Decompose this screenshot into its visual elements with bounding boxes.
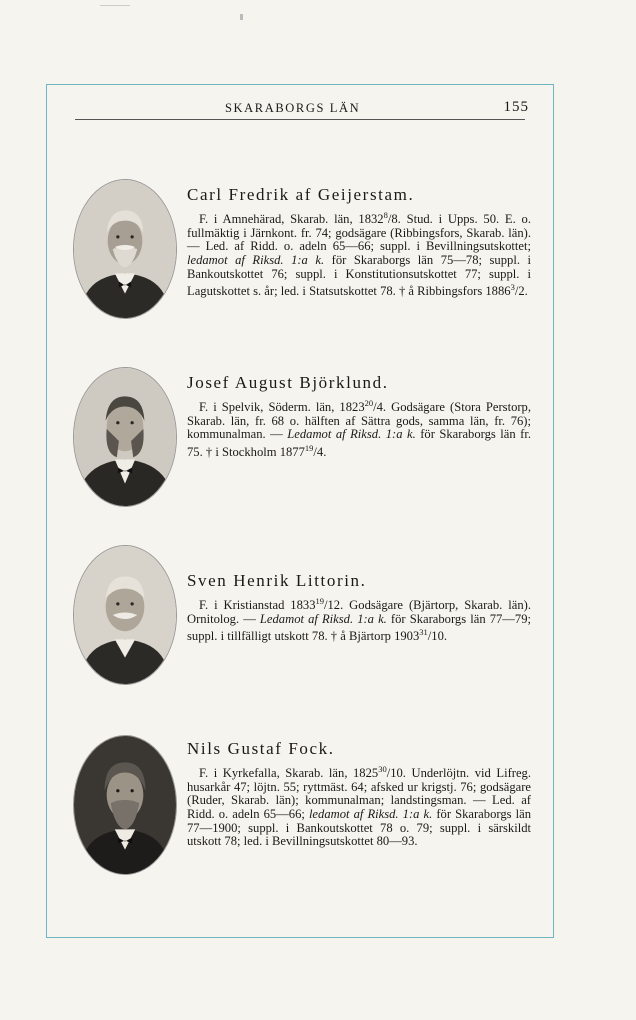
date-superscript: 20 [364, 398, 374, 408]
italic-text: ledamot af Riksd. 1:a k. [187, 252, 325, 267]
portrait-photo [73, 179, 177, 319]
entry-text [187, 373, 531, 460]
running-head [47, 99, 553, 119]
text-run: /10. [427, 629, 448, 644]
paper-mark [100, 5, 130, 6]
italic-text: Ledamot af Riksd. 1:a k. [287, 427, 416, 442]
person-name: Josef August Björklund. [187, 373, 389, 392]
date-superscript: 3 [510, 282, 515, 293]
paper-mark [240, 14, 243, 20]
italic-text: ledamot af Riksd. 1:a k. [308, 806, 433, 821]
entry-text [187, 571, 531, 644]
date-superscript: 8 [383, 210, 388, 220]
entry-text [187, 185, 531, 299]
date-superscript: 30 [378, 764, 387, 774]
text-run: F. i Spelvik, Söderm. län, 1823 [199, 400, 365, 415]
header-rule [75, 119, 525, 120]
biography-text [187, 763, 531, 849]
date-superscript: 19 [304, 442, 314, 453]
date-superscript: 19 [315, 596, 324, 606]
text-run: /12. Godsägare (Bjärtorp, Skarab. län). Ornitolog. — [187, 598, 531, 626]
person-name: Nils Gustaf Fock. [187, 739, 335, 758]
text-run: för Skaraborgs län 77—1900; suppl. i Bankoutskottet 78 o. 79; suppl. i särskildt utskott 78; led. i Bevillningsutskottet 80—93. [187, 806, 531, 849]
page-number: 155 [503, 99, 529, 115]
text-run: F. i Kyrkefalla, Skarab. län, 1825 [199, 766, 379, 781]
text-run: F. i Kristianstad 1833 [199, 598, 316, 613]
text-run: /8. Stud. i Upps. 50. E. o. fullmäktig i Järnkont. fr. 74; godsägare (Ribbingsfors, Skarab. län). — Led. af Ridd. o. adeln 65—66; suppl. i Bevillningsutskottet; [187, 212, 531, 254]
portrait-photo [73, 735, 177, 875]
portrait-photo [73, 545, 177, 685]
date-superscript: 31 [419, 627, 428, 638]
text-run: F. i Amnehärad, Skarab. län, 1832 [199, 212, 384, 227]
portrait-photo [73, 367, 177, 507]
person-name: Sven Henrik Littorin. [187, 571, 367, 590]
person-name: Carl Fredrik af Geijerstam. [187, 185, 415, 204]
text-run: för Skaraborgs län fr. 75. † i Stockholm 1877 [187, 427, 532, 460]
italic-text: Ledamot af Riksd. 1:a k. [259, 611, 387, 626]
text-run: /2. [514, 284, 528, 299]
text-run: /10. Underlöjtn. vid Lifreg. husarkår 47; löjtn. 55; ryttmäst. 64; afsked ur krigstj. 76; godsägare (Ruder, Skarab. län); kommunalman; landstingsman. — Led. af Ridd. o. adeln 65—66; [187, 766, 531, 821]
biography-text [187, 397, 531, 460]
text-run: för Skaraborgs län 77—79; suppl. i tillfälligt utskott 78. † å Bjärtorp 1903 [187, 611, 531, 644]
biography-text [187, 209, 531, 299]
text-run: för Skaraborgs län 75—78; suppl. i Bankoutskottet 76; suppl. i Konstitutionsutskottet 77; suppl. i Lagutskottet s. år; led. i Statsutskottet 78. † å Ribbingsfors 1886 [187, 252, 531, 299]
page-frame [46, 84, 554, 938]
biography-text [187, 595, 531, 644]
text-run: /4. Godsägare (Stora Perstorp, Skarab. län, fr. 68 o. hälften af Sättra gods, samma län, fr. 76); kommunalman. — [187, 400, 532, 442]
entry-text [187, 739, 531, 849]
text-run: /4. [313, 445, 327, 460]
county-heading: SKARABORGS LÄN [225, 101, 361, 115]
